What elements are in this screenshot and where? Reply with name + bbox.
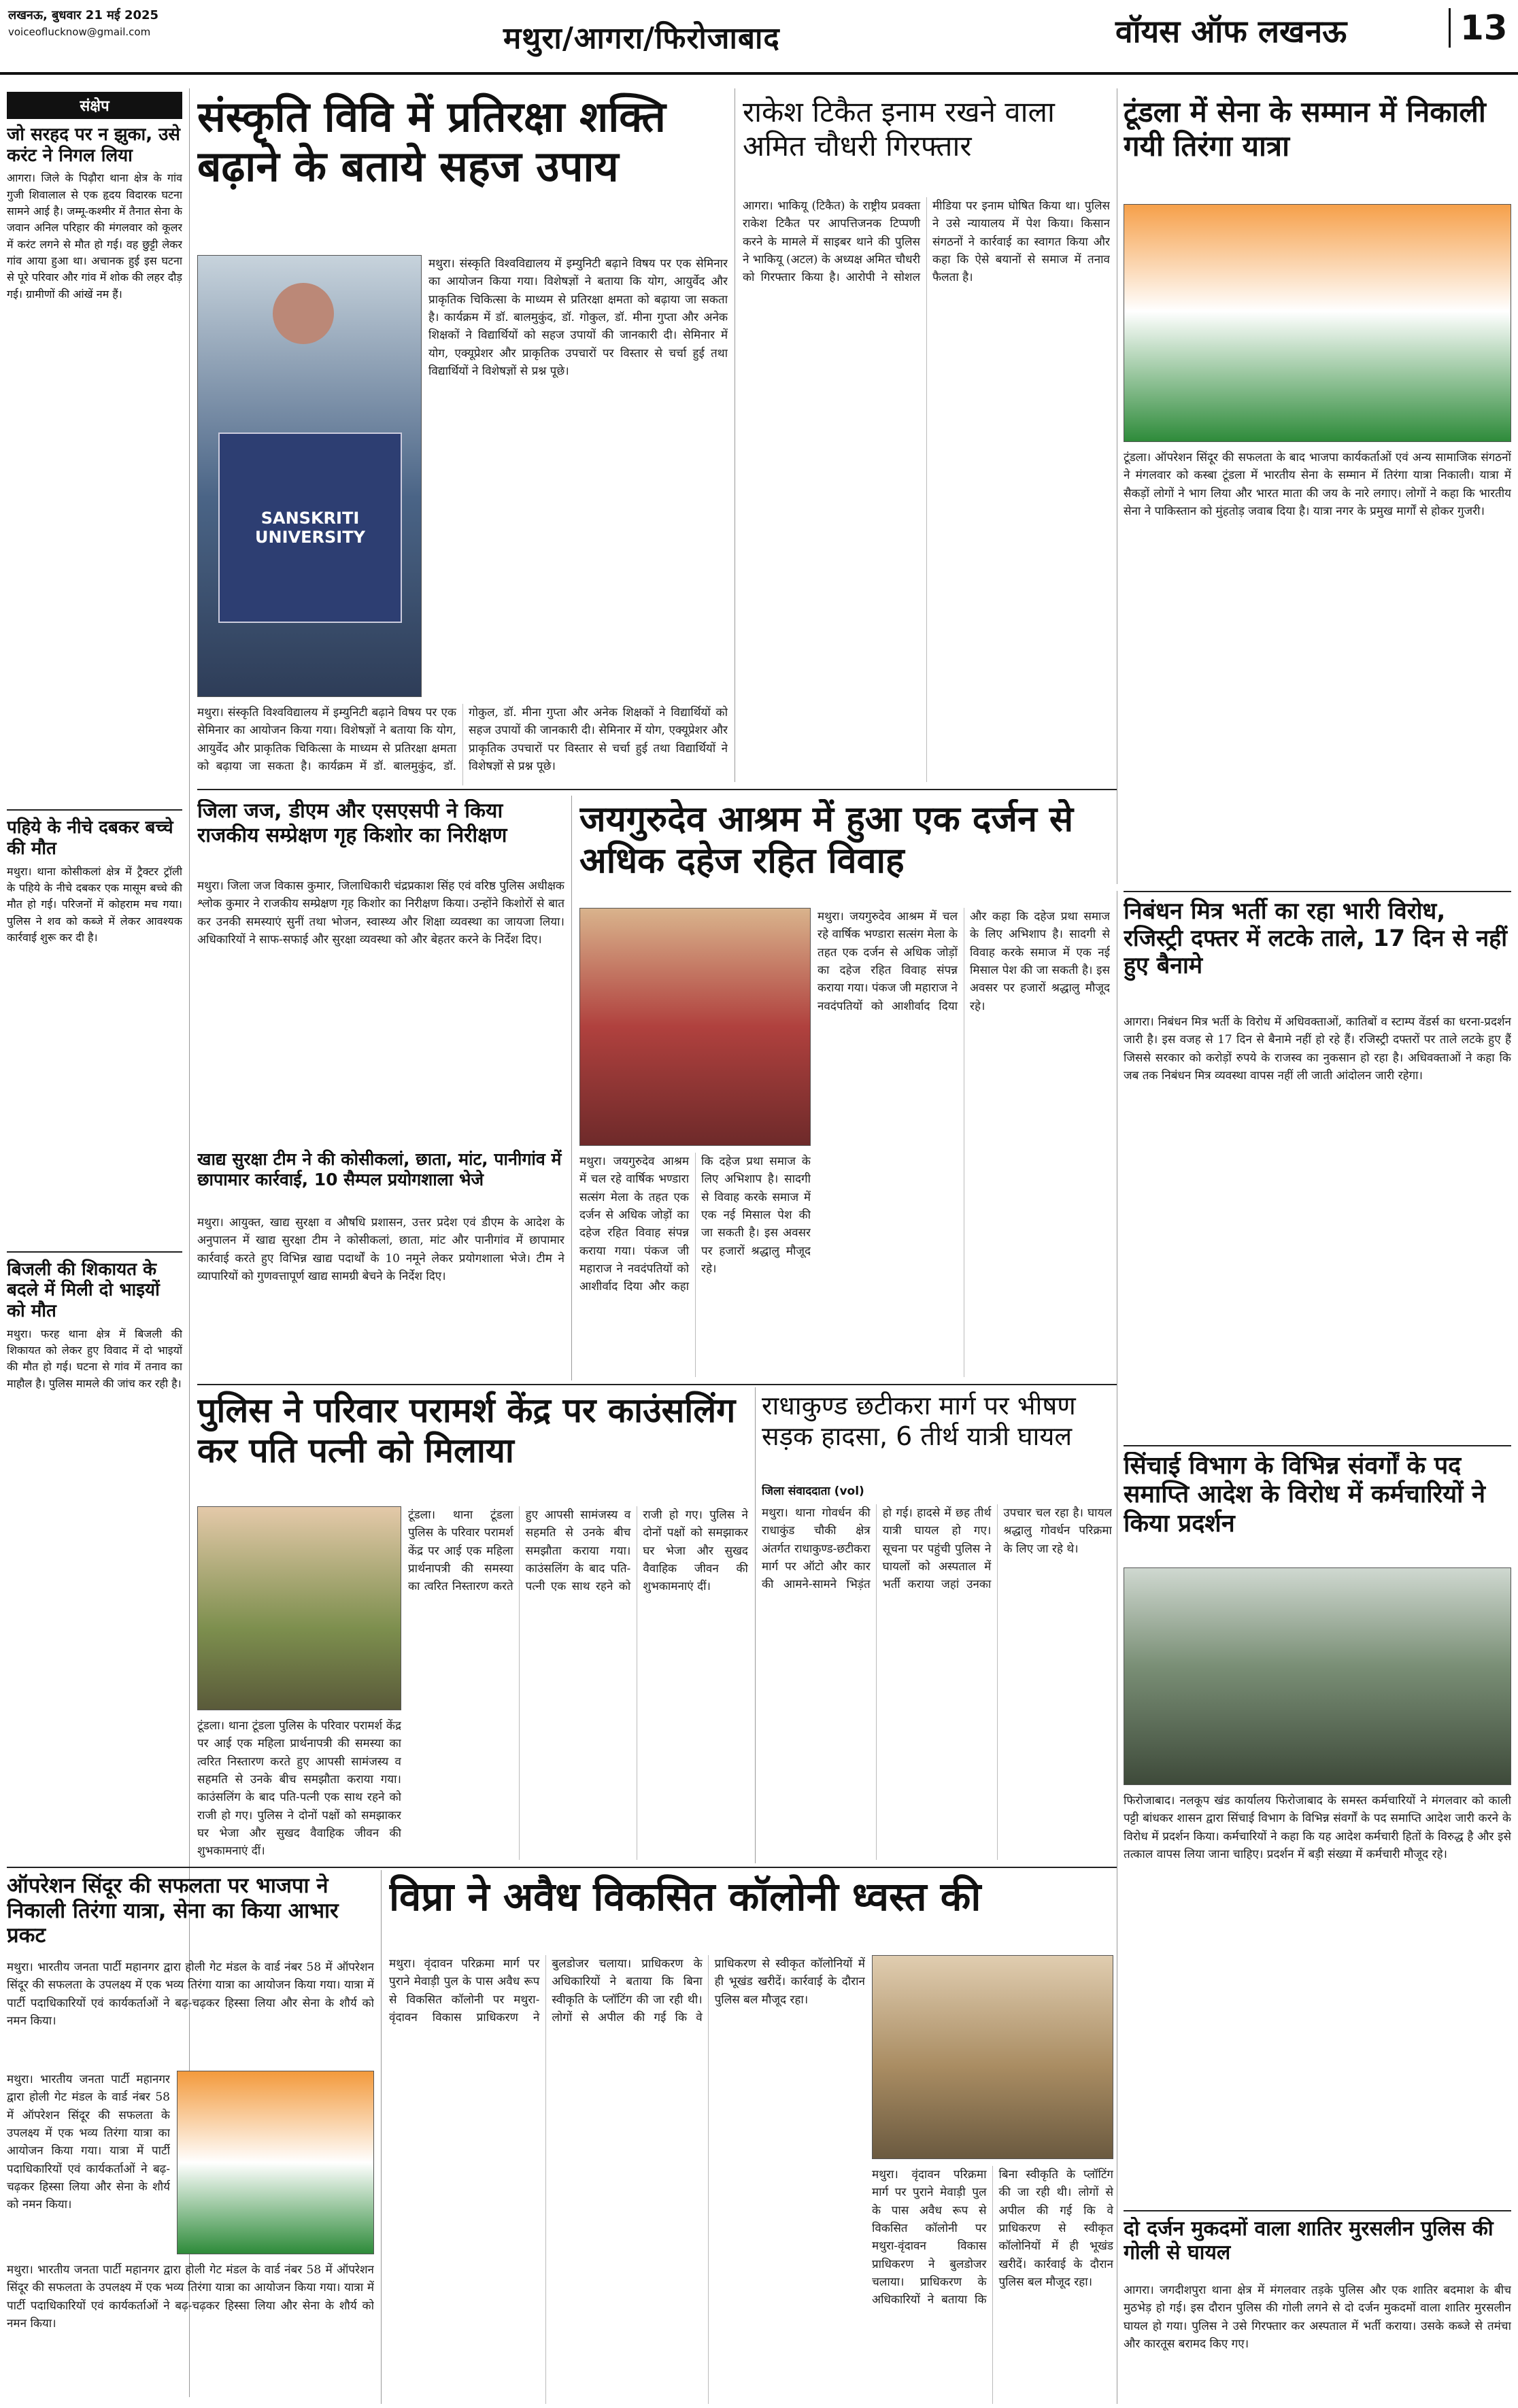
article-police-text-left [197, 1717, 401, 1860]
article-nibandhan-headline-box [1124, 898, 1511, 1006]
brief-text: मथुरा। थाना कोसीकलां क्षेत्र में ट्रैक्टर ट्रॉली के पहिये के नीचे दबकर एक मासूम बच्चे की मौत हो गई। परिजनों में कोहराम मच गया। पुलिस ने शव को कब्जे में लेकर आवश्यक कार्रवाई शुरू कर दी है। [7, 864, 182, 944]
brief-headline: जो सरहद पर न झुका, उसे करंट ने निगल लिया [7, 124, 180, 166]
article-text: टूंडला। ऑपरेशन सिंदूर की सफलता के बाद भाजपा कार्यकर्ताओं एवं अन्य सामाजिक संगठनों ने मंगलवार को कस्बा टूंडला में भारतीय सेना के सम्मान में तिरंगा यात्रा निकाली। यात्रा में सैकड़ों लोगों ने भाग लिया और भारत माता की जय के नारे लगाए। लोगों ने कहा कि भारतीय सेना ने पाकिस्तान को मुंहतोड़ जवाब दिया है। यात्रा नगर के प्रमुख मार्गों से होकर गुजरी। [1124, 451, 1511, 519]
article-headline: संस्कृति विवि में प्रतिरक्षा शक्ति बढ़ाने के बताये सहज उपाय [197, 92, 666, 192]
article-text: मथुरा। जिला जज विकास कुमार, जिलाधिकारी चंद्रप्रकाश सिंह एवं वरिष्ठ पुलिस अधीक्षक श्लोक कुमार ने राजकीय सम्प्रेक्षण गृह किशोर का निरीक्षण किया। उन्होंने किशोरों से बात कर उनकी समस्याएं सुनीं तथा भोजन, स्वास्थ्य और शिक्षा व्यवस्था का जायजा लिया। अधिकारियों ने साफ-सफाई और सुरक्षा व्यवस्था को और बेहतर करने के निर्देश दिए। [197, 879, 564, 947]
article-sindoor-text-bottom [7, 2261, 374, 2404]
article-headline: खाद्य सुरक्षा टीम ने की कोसीकलां, छाता, मांट, पानीगांव में छापामार कार्रवाई, 10 सैम्पल प्रयोगशाला भेजे [197, 1149, 562, 1189]
brief-text: मथुरा। फरह थाना क्षेत्र में बिजली की शिकायत को लेकर हुए विवाद में दो भाइयों की मौत हो गई। घटना से गांव में तनाव का माहौल है। पुलिस मामले की जांच कर रही है। [7, 1327, 182, 1390]
article-headline: ऑपरेशन सिंदूर की सफलता पर भाजपा ने निकाली तिरंगा यात्रा, सेना का किया आभार प्रकट [7, 1873, 339, 1948]
briefs-label: संक्षेप [7, 92, 182, 119]
page-masthead [0, 0, 1518, 75]
article-text: मथुरा। भारतीय जनता पार्टी महानगर द्वारा होली गेट मंडल के वार्ड नंबर 58 में ऑपरेशन सिंदूर की सफलता के उपलक्ष्य में एक भव्य तिरंगा यात्रा का आयोजन किया गया। यात्रा में पार्टी पदाधिकारियों एवं कार्यकर्ताओं ने बढ़-चढ़कर हिस्सा लिया और सेना के शौर्य को नमन किया। [7, 2073, 170, 2212]
article-sanskriti-text-bottom [197, 704, 728, 785]
article-text: फिरोजाबाद। नलकूप खंड कार्यालय फिरोजाबाद के समस्त कर्मचारियों ने मंगलवार को काली पट्टी बांधकर शासन द्वारा सिंचाई विभाग के विभिन्न संवर्गों के पद समाप्ति आदेश जारी करने के विरोध में प्रदर्शन किया। कर्मचारियों ने कहा कि यह आदेश कर्मचारी हितों के विरुद्ध है और इसे तत्काल वापस लिया जाना चाहिए। प्रदर्शन में बड़ी संख्या में कर्मचारी मौजूद रहे। [1124, 1794, 1511, 1862]
article-jaigurudev-text-right [817, 908, 1110, 1377]
article-text: टूंडला। थाना टूंडला पुलिस के परिवार परामर्श केंद्र पर आई एक महिला प्रार्थनापत्री की समस्या का त्वरित निस्तारण करते हुए आपसी सामंजस्य व सहमति से उनके बीच समझौता कराया गया। काउंसलिंग के बाद पति-पत्नी एक साथ रहने को राजी हो गए। पुलिस ने दोनों पक्षों को समझाकर घर भेजा और सुखद वैवाहिक जीवन की शुभकामनाएं दीं। [408, 1508, 748, 1594]
article-police-headline-box [197, 1391, 748, 1499]
article-headline: पुलिस ने परिवार परामर्श केंद्र पर काउंसलिंग कर पति पत्नी को मिलाया [197, 1391, 736, 1470]
brief-text: आगरा। जिले के पिढ़ौरा थाना क्षेत्र के गांव गुजी शिवालाल से एक हृदय विदारक घटना सामने आई है। जम्मू-कश्मीर में तैनात सेना के जवान अनिल परिहार की मंगलवार को कूलर में करंट लगने से मौत हो गई। वह छुट्टी लेकर गांव आया हुआ था। अचानक हुई इस घटना से पूरे परिवार और गांव में शोक की लहर दौड़ गई। ग्रामीणों की आंखें नम हैं। [7, 171, 182, 301]
article-radhakund-text [762, 1504, 1112, 1860]
issue-date: लखनऊ, बुधवार 21 मई 2025 [8, 8, 159, 22]
article-jaigurudev-text-left [579, 1153, 811, 1377]
article-judge-text [197, 877, 564, 1142]
tundla-rally-photo [1124, 204, 1511, 442]
article-tikait-headline-box [743, 95, 1110, 190]
article-text: आगरा। भाकियू (टिकैत) के राष्ट्रीय प्रवक्ता राकेश टिकैत पर आपत्तिजनक टिप्पणी करने के मामले में साइबर थाने की पुलिस ने भाकियू (अटल) के अध्यक्ष अमित चौधरी को गिरफ्तार किया है। आरोपी ने सोशल मीडिया पर इनाम घोषित किया था। पुलिस ने उसे न्यायालय में पेश किया। किसान संगठनों ने कार्रवाई का स्वागत किया और कहा कि ऐसे बयानों से समाज में तनाव फैलता है। [743, 199, 1110, 285]
article-text: मथुरा। आयुक्त, खाद्य सुरक्षा व औषधि प्रशासन, उत्तर प्रदेश एवं डीएम के आदेश के अनुपालन में खाद्य सुरक्षा टीम ने कोसीकलां, छाता, मांट और पानीगांव में छापामार कार्रवाई करते हुए विभिन्न खाद्य पदार्थों के 10 नमूने लेकर प्रयोगशाला भेजे। टीम ने व्यापारियों को गुणवत्तापूर्ण खाद्य सामग्री बेचने के निर्देश दिए। [197, 1216, 564, 1284]
divider [7, 1251, 182, 1253]
article-headline: दो दर्जन मुकदमों वाला शातिर मुरसलीन पुलिस की गोली से घायल [1124, 2217, 1494, 2265]
section-divider [1124, 2210, 1511, 2211]
contact-email[interactable]: voiceoflucknow@gmail.com [8, 26, 151, 38]
article-text: मथुरा। भारतीय जनता पार्टी महानगर द्वारा होली गेट मंडल के वार्ड नंबर 58 में ऑपरेशन सिंदूर की सफलता के उपलक्ष्य में एक भव्य तिरंगा यात्रा का आयोजन किया गया। यात्रा में पार्टी पदाधिकारियों एवं कार्यकर्ताओं ने बढ़-चढ़कर हिस्सा लिया और सेना के शौर्य को नमन किया। [7, 1961, 374, 2029]
article-nibandhan-text [1124, 1013, 1511, 1438]
article-text: मथुरा। वृंदावन परिक्रमा मार्ग पर पुराने मेवाड़ी पुल के पास अवैध रूप से विकसित कॉलोनी पर मथुरा-वृंदावन विकास प्राधिकरण ने बुलडोजर चलाया। प्राधिकरण के अधिकारियों ने बताया कि बिना स्वीकृति के प्लॉटिंग की जा रही थी। लोगों से अपील की गई कि वे प्राधिकरण से स्वीकृत कॉलोनियों में ही भूखंड खरीदें। कार्रवाई के दौरान पुलिस बल मौजूद रहा। [389, 1957, 865, 2025]
police-counselling-photo [197, 1506, 401, 1710]
article-text: टूंडला। थाना टूंडला पुलिस के परिवार परामर्श केंद्र पर आई एक महिला प्रार्थनापत्री की समस्या का त्वरित निस्तारण करते हुए आपसी सामंजस्य व सहमति से उनके बीच समझौता कराया गया। काउंसलिंग के बाद पति-पत्नी एक साथ रहने को राजी हो गए। पुलिस ने दोनों पक्षों को समझाकर घर भेजा और सुखद वैवाहिक जीवन की शुभकामनाएं दीं। [197, 1719, 401, 1859]
sanskriti-seminar-photo [197, 255, 422, 697]
article-sindoor-text-top [7, 1958, 374, 2067]
article-text: मथुरा। संस्कृति विश्वविद्यालय में इम्युनिटी बढ़ाने विषय पर एक सेमिनार का आयोजन किया गया। विशेषज्ञों ने बताया कि योग, आयुर्वेद और प्राकृतिक चिकित्सा के माध्यम से प्रतिरक्षा क्षमता को बढ़ाया जा सकता है। कार्यक्रम में डॉ. बालमुकुंद, डॉ. गोकुल, डॉ. मीना गुप्ता और अनेक शिक्षकों ने विद्यार्थियों को सहज उपायों की जानकारी दी। सेमिनार में योग, एक्यूप्रेशर और प्राकृतिक उपचारों पर विस्तार से चर्चा हुई तथा विद्यार्थियों ने विशेषज्ञों से प्रश्न पूछे। [197, 706, 728, 774]
article-jaigurudev-headline-box [579, 799, 1110, 901]
article-police-text-right [408, 1506, 748, 1860]
column-rule [571, 796, 572, 1380]
divider [7, 809, 182, 811]
newspaper-brand: वॉयस ऑफ लखनऊ [1115, 13, 1347, 50]
article-text: मथुरा। जयगुरुदेव आश्रम में चल रहे वार्षिक भण्डारा सत्संग मेला के तहत एक दर्जन से अधिक जोड़ों का दहेज रहित विवाह संपन्न कराया गया। पंकज जी महाराज ने नवदंपतियों को आशीर्वाद दिया और कहा कि दहेज प्रथा समाज के लिए अभिशाप है। सादगी से विवाह करके समाज में एक नई मिसाल पेश की जा सकती है। इस अवसर पर हजारों श्रद्धालु मौजूद रहे। [817, 910, 1110, 1013]
edition-title: मथुरा/आगरा/फिरोजाबाद [503, 21, 780, 56]
section-divider [1124, 891, 1511, 892]
brief-headline: पहिये के नीचे दबकर बच्चे की मौत [7, 817, 173, 860]
article-byline: जिला संवाददाता (vol) [762, 1485, 864, 1498]
article-judge-headline-box [197, 799, 564, 874]
article-sindoor-text-left [7, 2071, 170, 2254]
brief-headline: बिजली की शिकायत के बदले में मिली दो भाइयों को मौत [7, 1259, 160, 1322]
bulldozer-demolition-photo [872, 1955, 1113, 2159]
section-divider [1124, 1445, 1511, 1446]
article-text: आगरा। निबंधन मित्र भर्ती के विरोध में अधिवक्ताओं, कातिबों व स्टाम्प वेंडर्स का धरना-प्रदर्शन जारी है। इस वजह से 17 दिन से बैनामे नहीं हो रहे हैं। रजिस्ट्री दफ्तरों पर ताले लटके हुए हैं जिससे सरकार को करोड़ों रुपये के राजस्व का नुकसान हो रहा है। अधिवक्ताओं ने कहा कि जब तक निबंधन मित्र व्यवस्था वापस नहीं ली जाती आंदोलन जारी रहेगा। [1124, 1015, 1511, 1083]
section-divider [197, 789, 1117, 790]
article-headline: जिला जज, डीएम और एसएसपी ने किया राजकीय सम्प्रेक्षण गृह किशोर का निरीक्षण [197, 799, 507, 847]
article-mursalin-text [1124, 2282, 1511, 2404]
article-mursalin-headline-box [1124, 2217, 1511, 2278]
article-sinchai-headline-box [1124, 1452, 1511, 1561]
article-text: मथुरा। जयगुरुदेव आश्रम में चल रहे वार्षिक भण्डारा सत्संग मेला के तहत एक दर्जन से अधिक जोड़ों का दहेज रहित विवाह संपन्न कराया गया। पंकज जी महाराज ने नवदंपतियों को आशीर्वाद दिया और कहा कि दहेज प्रथा समाज के लिए अभिशाप है। सादगी से विवाह करके समाज में एक नई मिसाल पेश की जा सकती है। इस अवसर पर हजारों श्रद्धालु मौजूद रहे। [579, 1155, 811, 1294]
column-rule [755, 1387, 756, 1863]
article-tundla-text [1124, 449, 1511, 884]
section-divider [197, 1384, 1117, 1385]
article-headline: विप्रा ने अवैध विकसित कॉलोनी ध्वस्त की [389, 1873, 981, 1920]
article-vipra-headline-box [389, 1873, 1113, 1948]
article-sanskriti-headline-box [197, 92, 728, 248]
article-headline: सिंचाई विभाग के विभिन्न संवर्गों के पद समाप्ति आदेश के विरोध में कर्मचारियों ने किया प्रदर्शन [1124, 1452, 1486, 1538]
wedding-ceremony-photo [579, 908, 811, 1146]
article-headline: निबंधन मित्र भर्ती का रहा भारी विरोध, रजिस्ट्री दफ्तर में लटके ताले, 17 दिन से नहीं हुए बैनामे [1124, 898, 1508, 980]
article-headline: जयगुरुदेव आश्रम में हुआ एक दर्जन से अधिक दहेज रहित विवाह [579, 799, 1074, 882]
article-sanskriti-text-top [428, 255, 728, 697]
column-rule [381, 1870, 382, 2404]
article-text: मथुरा। भारतीय जनता पार्टी महानगर द्वारा होली गेट मंडल के वार्ड नंबर 58 में ऑपरेशन सिंदूर की सफलता के उपलक्ष्य में एक भव्य तिरंगा यात्रा का आयोजन किया गया। यात्रा में पार्टी पदाधिकारियों एवं कार्यकर्ताओं ने बढ़-चढ़कर हिस्सा लिया और सेना के शौर्य को नमन किया। [7, 2263, 374, 2331]
article-vipra-text-left [389, 1955, 865, 2404]
article-text: मथुरा। थाना गोवर्धन की राधाकुंड चौकी क्षेत्र अंतर्गत राधाकुण्ड-छटीकरा मार्ग पर ऑटो और कार की आमने-सामने भिड़ंत हो गई। हादसे में छह तीर्थ यात्री घायल हो गए। सूचना पर पहुंची पुलिस ने घायलों को अस्पताल में भर्ती कराया जहां उनका उपचार चल रहा है। घायल श्रद्धालु गोवर्धन परिक्रमा के लिए जा रहे थे। [762, 1506, 1112, 1592]
article-text: मथुरा। संस्कृति विश्वविद्यालय में इम्युनिटी बढ़ाने विषय पर एक सेमिनार का आयोजन किया गया। विशेषज्ञों ने बताया कि योग, आयुर्वेद और प्राकृतिक चिकित्सा के माध्यम से प्रतिरक्षा क्षमता को बढ़ाया जा सकता है। कार्यक्रम में डॉ. बालमुकुंद, डॉ. गोकुल, डॉ. मीना गुप्ता और अनेक शिक्षकों ने विद्यार्थियों को सहज उपायों की जानकारी दी। सेमिनार में योग, एक्यूप्रेशर और प्राकृतिक उपचारों पर विस्तार से चर्चा हुई तथा विद्यार्थियों ने विशेषज्ञों से प्रश्न पूछे। [428, 257, 728, 379]
article-text: मथुरा। वृंदावन परिक्रमा मार्ग पर पुराने मेवाड़ी पुल के पास अवैध रूप से विकसित कॉलोनी पर मथुरा-वृंदावन विकास प्राधिकरण ने बुलडोजर चलाया। प्राधिकरण के अधिकारियों ने बताया कि बिना स्वीकृति के प्लॉटिंग की जा रही थी। लोगों से अपील की गई कि वे प्राधिकरण से स्वीकृत कॉलोनियों में ही भूखंड खरीदें। कार्रवाई के दौरान पुलिस बल मौजूद रहा। [872, 2168, 1113, 2307]
university-banner-text: SANSKRITI UNIVERSITY [255, 509, 365, 547]
university-banner [218, 433, 402, 623]
article-sindoor-headline-box [7, 1873, 374, 1955]
article-tikait-text [743, 197, 1110, 782]
speaker-figure [273, 283, 334, 344]
article-khadya-text [197, 1214, 564, 1377]
article-sinchai-text [1124, 1792, 1511, 2200]
article-vipra-text-right [872, 2166, 1113, 2404]
article-text: आगरा। जगदीशपुरा थाना क्षेत्र में मंगलवार तड़के पुलिस और एक शातिर बदमाश के बीच मुठभेड़ हो गई। इस दौरान पुलिस की गोली लगने से दो दर्जन मुकदमों वाला शातिर मुरसलीन घायल हो गया। पुलिस ने उसे गिरफ्तार कर अस्पताल में भर्ती कराया। उसके कब्जे से तमंचा और कारतूस बरामद किए गए। [1124, 2284, 1511, 2352]
article-khadya-headline-box [197, 1149, 564, 1210]
article-tundla-headline-box [1124, 95, 1511, 197]
article-radhakund-headline-box [762, 1391, 1112, 1479]
article-headline: राकेश टिकैत इनाम रखने वाला अमित चौधरी गिरफ्तार [743, 95, 1055, 163]
sindoor-rally-photo [177, 2071, 374, 2254]
page-number: 13 [1449, 8, 1508, 48]
sinchai-protest-photo [1124, 1567, 1511, 1785]
article-headline: राधाकुण्ड छटीकरा मार्ग पर भीषण सड़क हादसा, 6 तीर्थ यात्री घायल [762, 1391, 1076, 1451]
article-headline: टूंडला में सेना के सम्मान में निकाली गयी तिरंगा यात्रा [1124, 95, 1486, 163]
section-divider [7, 1867, 1117, 1868]
